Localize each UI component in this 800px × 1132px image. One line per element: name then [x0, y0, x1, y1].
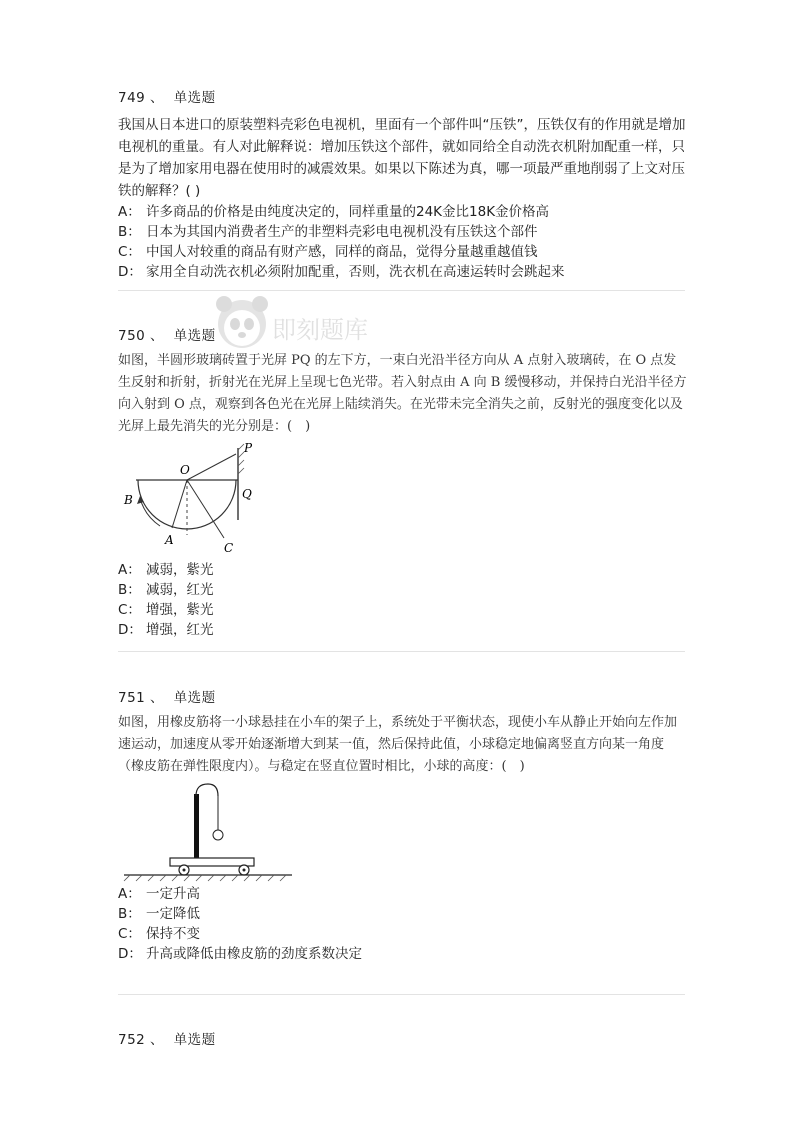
label-a: A — [165, 533, 174, 547]
question-type: 单选题 — [173, 328, 216, 344]
divider — [118, 994, 685, 995]
question-751 — [118, 688, 688, 964]
question-header — [118, 88, 688, 108]
label-c: C — [224, 541, 234, 555]
question-type: 单选题 — [173, 1032, 216, 1048]
label-o: O — [180, 463, 190, 477]
option-a[interactable]: A： 一定升高 — [118, 886, 200, 902]
question-750 — [118, 326, 688, 640]
label-b: B — [124, 493, 133, 507]
label-q: Q — [242, 487, 252, 501]
question-stem: 如图，用橡皮筋将一小球悬挂在小车的架子上，系统处于平衡状态，现使小车从静止开始向左作加速运动，加速度从零开始逐渐增大到某一值，然后保持此值，小球稳定地偏离竖直方向某一角度（橡皮筋在弹性限度内）。与稳定在竖直位置时相比，小球的高度：( ) — [118, 715, 678, 774]
option-a[interactable]: A： 减弱，紫光 — [118, 562, 214, 578]
question-header — [118, 326, 688, 346]
option-c[interactable]: C： 增强，紫光 — [118, 602, 214, 618]
optics-figure — [118, 440, 278, 560]
cart-figure — [118, 780, 298, 884]
option-d[interactable]: D： 升高或降低由橡皮筋的劲度系数决定 — [118, 946, 362, 962]
question-header — [118, 688, 688, 708]
question-749 — [118, 88, 688, 282]
option-b[interactable]: B： 减弱，红光 — [118, 582, 214, 598]
question-header — [118, 1030, 688, 1050]
option-d[interactable]: D： 增强，红光 — [118, 622, 214, 638]
question-stem: 我国从日本进口的原装塑料壳彩色电视机，里面有一个部件叫“压铁”，压铁仅有的作用就是增加电视机的重量。有人对此解释说：增加压铁这个部件，就如同给全自动洗衣机附加配重一样，只是为了增加家用电器在使用时的减震效果。如果以下陈述为真，哪一项最严重地削弱了上文对压铁的解释？( ) — [118, 117, 686, 199]
question-type: 单选题 — [173, 90, 216, 106]
divider — [118, 290, 685, 291]
option-d[interactable]: D： 家用全自动洗衣机必须附加配重，否则，洗衣机在高速运转时会跳起来 — [118, 264, 565, 280]
option-a[interactable]: A： 许多商品的价格是由纯度决定的，同样重量的24K金比18K金价格高 — [118, 204, 550, 220]
question-type: 单选题 — [173, 690, 216, 706]
question-number: 750 、 — [118, 328, 165, 344]
option-b[interactable]: B： 一定降低 — [118, 906, 200, 922]
question-752 — [118, 1030, 688, 1050]
option-c[interactable]: C： 保持不变 — [118, 926, 200, 942]
question-stem: 如图，半圆形玻璃砖置于光屏 PQ 的左下方，一束白光沿半径方向从 A 点射入玻璃砖，在 O 点发生反射和折射，折射光在光屏上呈现七色光带。若入射点由 A 向 B 缓慢移动，并保持白光沿半径方向入射到 O 点，观察到各色光在光屏上陆续消失。在光带未完全消失之前，反射光的强度变化以及光屏上最先消失的光分别是：( ) — [118, 353, 687, 434]
question-number: 751 、 — [118, 690, 165, 706]
option-c[interactable]: C： 中国人对较重的商品有财产感，同样的商品，觉得分量越重越值钱 — [118, 244, 538, 260]
question-number: 749 、 — [118, 90, 165, 106]
watermark-text: 即刻题库 — [272, 316, 368, 344]
option-b[interactable]: B： 日本为其国内消费者生产的非塑料壳彩电电视机没有压铁这个部件 — [118, 224, 538, 240]
question-number: 752 、 — [118, 1032, 165, 1048]
divider — [118, 651, 685, 652]
label-p: P — [244, 441, 253, 455]
